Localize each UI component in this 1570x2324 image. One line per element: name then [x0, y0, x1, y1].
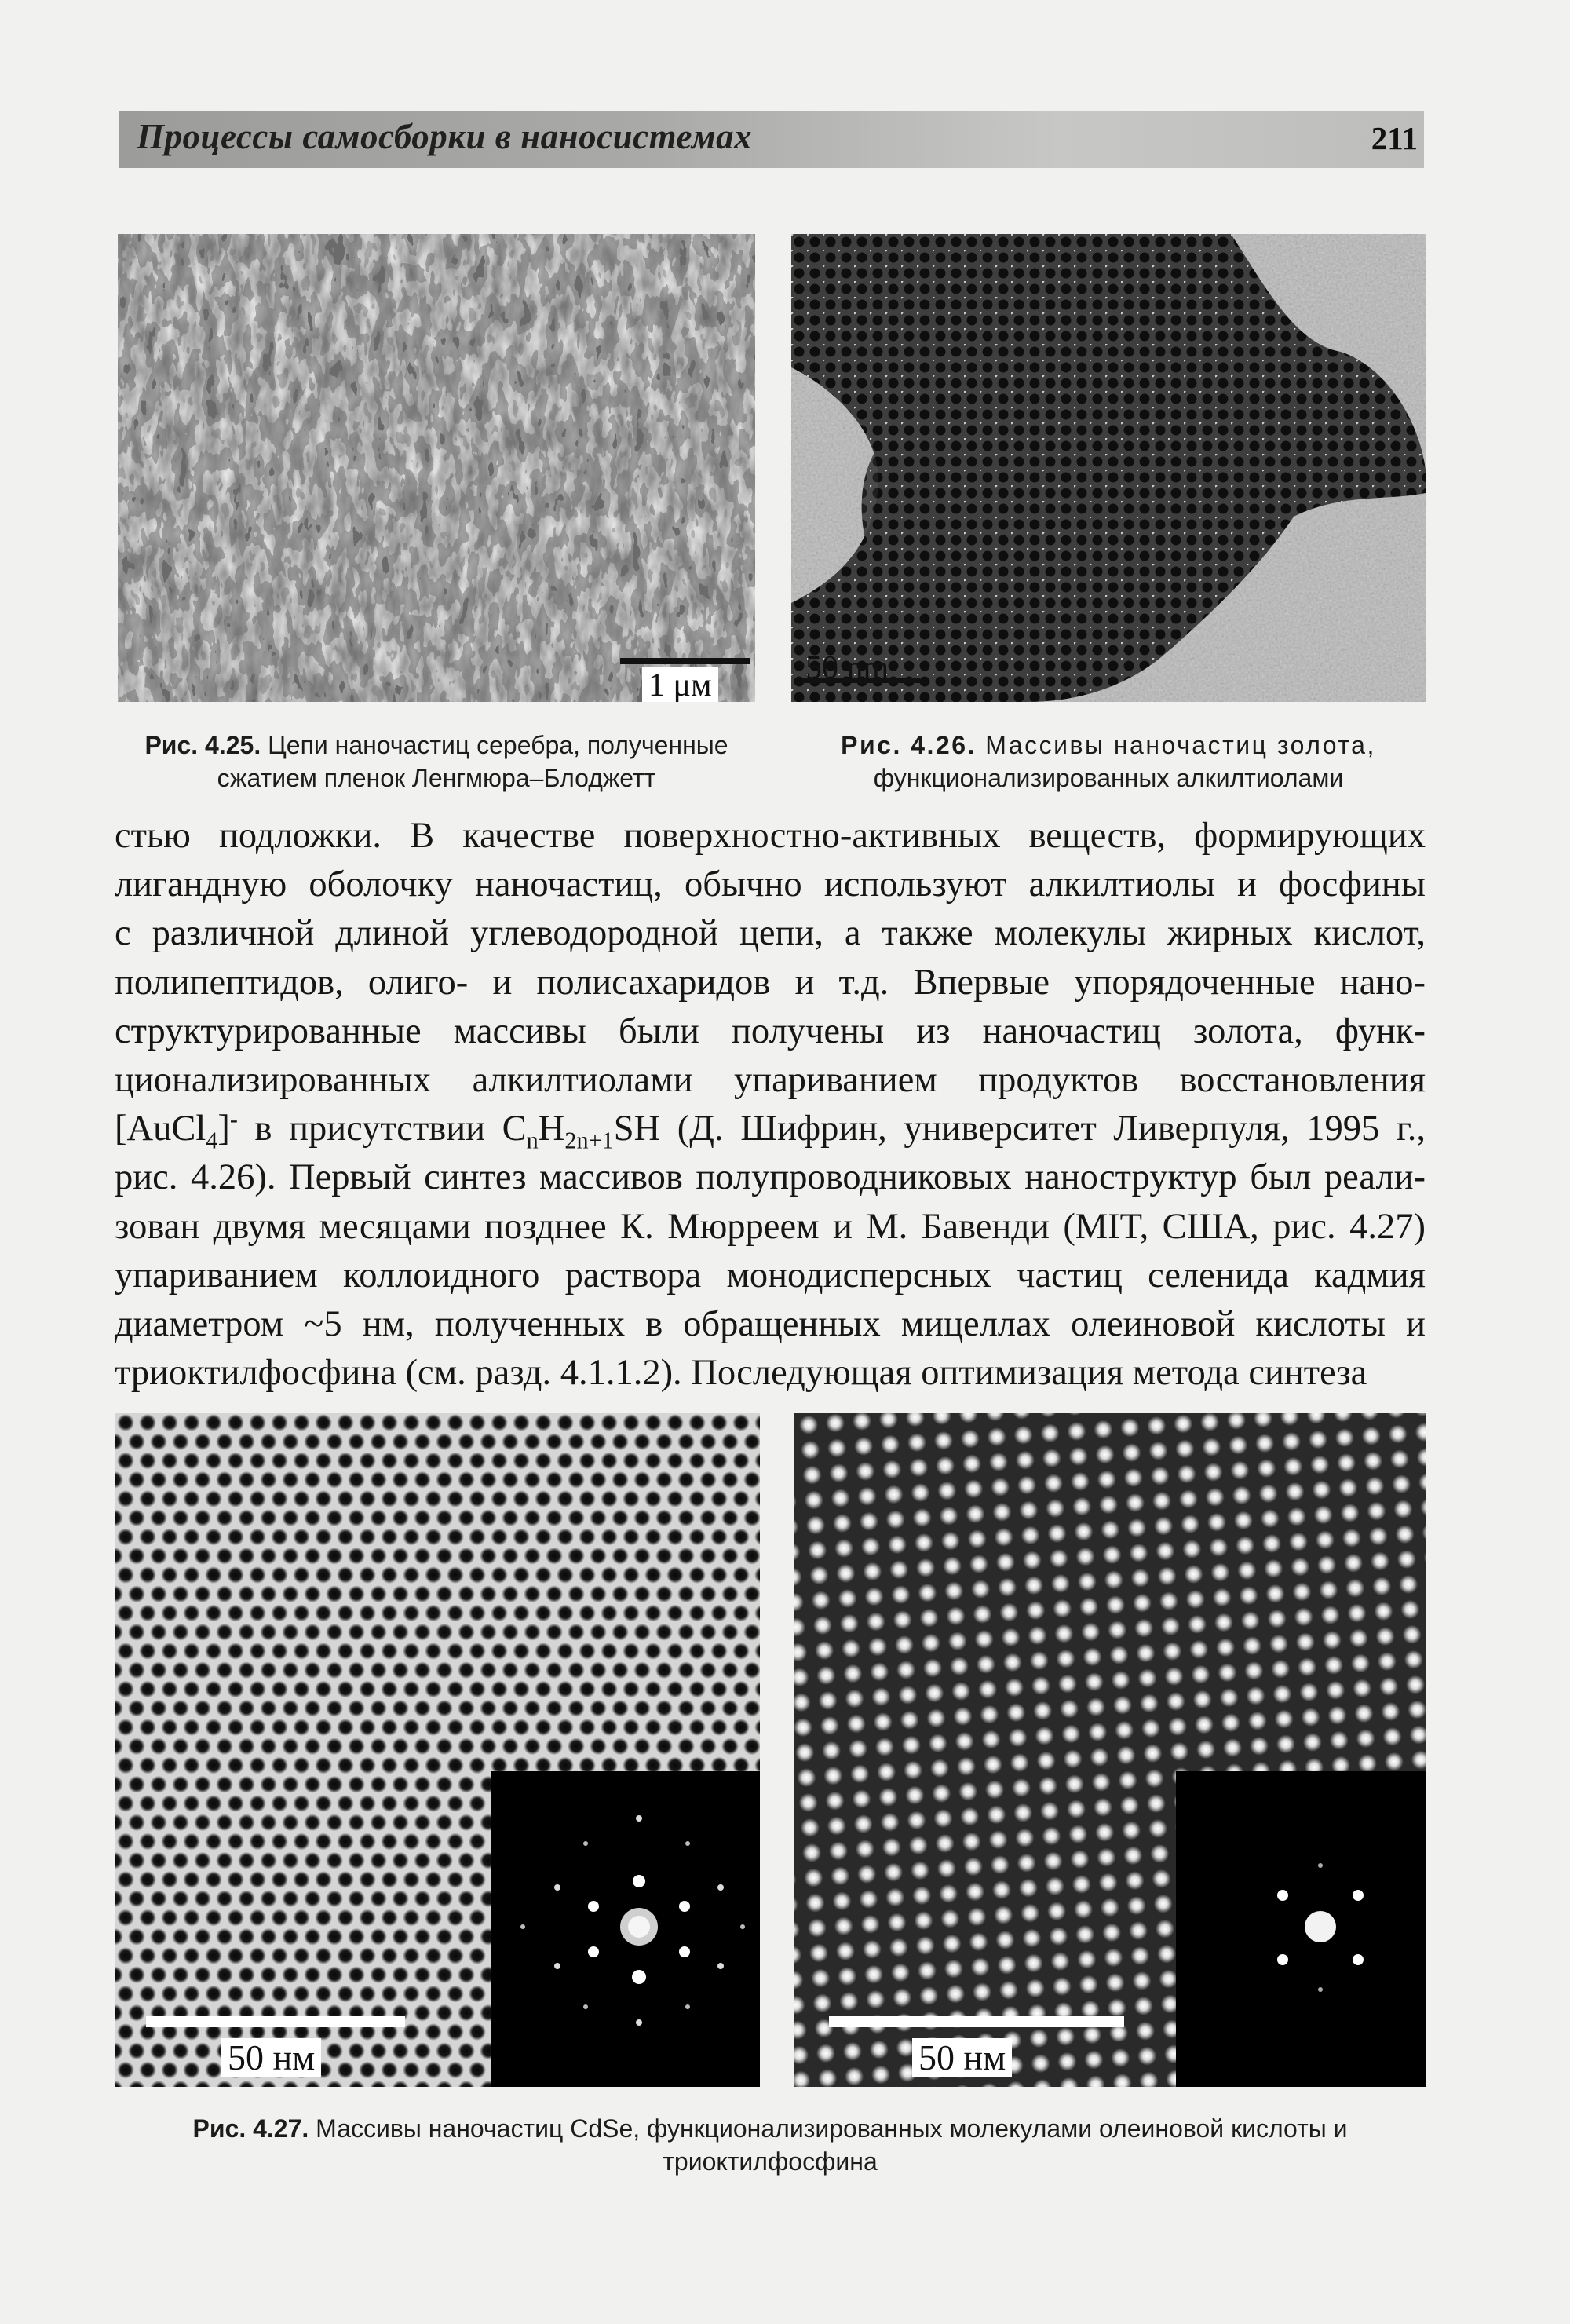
scale-bar-label: 1 μм	[642, 667, 718, 702]
figure-4-27-caption-line2: триоктилфосфина	[663, 2147, 878, 2176]
body-line: структурированные массивы были получены из наночастиц золота, функ-	[115, 1010, 1426, 1051]
body-line: лигандную оболочку наночастиц, обычно используют алкилтиолы и фосфины	[115, 864, 1426, 905]
figure-4-25-caption	[118, 729, 755, 795]
formula-subscript: 4	[206, 1127, 218, 1154]
figure-4-26-image	[791, 234, 1426, 702]
body-line: упариванием коллоидного раствора монодисперсных частиц селенида кадмия	[115, 1255, 1426, 1295]
figure-4-25-label: Рис. 4.25.	[144, 731, 261, 759]
scale-bar-label: 50 нм	[221, 2038, 321, 2077]
body-line: с различной длиной углеводородной цепи, а также молекулы жирных кислот,	[115, 913, 1426, 954]
formula-part: в присутствии C	[237, 1109, 527, 1149]
figure-4-25-image	[118, 234, 755, 702]
formula-part: ]	[217, 1109, 230, 1149]
diffraction-pattern	[491, 1771, 760, 2087]
scale-bar	[146, 2016, 405, 2027]
figure-4-26-caption-line2: функционализированных алкилтиолами	[873, 764, 1344, 792]
figure-4-27-caption-line1: Массивы наночастиц CdSe, функционализированных молекулами олеиновой кислоты и	[316, 2114, 1348, 2143]
figure-4-27-left-image	[115, 1413, 760, 2087]
body-line-formula	[115, 1105, 1426, 1153]
body-line: полипептидов, олиго- и полисахаридов и т.д. Впервые упорядоченные нано-	[115, 962, 1426, 1003]
figure-4-27-right-image	[794, 1413, 1426, 2087]
scale-bar	[620, 658, 750, 664]
figure-4-27-label: Рис. 4.27.	[192, 2114, 309, 2143]
formula-part: H	[538, 1109, 565, 1149]
silver-chains-micrograph	[118, 234, 755, 702]
body-line: стью подложки. В качестве поверхностно-активных веществ, формирующих	[115, 816, 1426, 856]
diffraction-inset	[491, 1771, 760, 2087]
formula-subscript: n	[526, 1127, 539, 1154]
body-line: рис. 4.26). Первый синтез массивов полупроводниковых наноструктур был реали-	[115, 1157, 1426, 1198]
formula-part: SH (Д. Шифрин, университет Ливерпуля, 1995 г.,	[613, 1109, 1426, 1149]
figure-4-26-label: Рис. 4.26.	[841, 731, 977, 759]
body-line: триоктилфосфина (см. разд. 4.1.1.2). Последующая оптимизация метода синтеза	[115, 1353, 1367, 1394]
diffraction-pattern	[1176, 1771, 1426, 2087]
body-line: диаметром ~5 нм, полученных в обращенных мицеллах олеиновой кислоты и	[115, 1304, 1426, 1345]
scale-bar	[829, 2016, 1124, 2027]
body-line: ционализированных алкилтиолами упариванием продуктов восстановления	[115, 1060, 1426, 1101]
diffraction-inset	[1176, 1771, 1426, 2087]
scale-bar-label: 50 нм	[912, 2038, 1012, 2077]
running-header	[119, 111, 1424, 168]
gold-arrays-micrograph	[791, 234, 1426, 702]
figure-4-25-caption-line2: сжатием пленок Ленгмюра–Блоджетт	[217, 764, 656, 792]
running-header-title: Процессы самосборки в наносистемах	[137, 117, 753, 156]
body-text	[115, 812, 1426, 1398]
page-number: 211	[1371, 120, 1418, 156]
figure-4-26-caption	[791, 729, 1426, 795]
figure-4-27-caption	[110, 2112, 1430, 2178]
formula-subscript: 2n+1	[564, 1127, 614, 1154]
body-line: зован двумя месяцами позднее К. Мюрреем и М. Бавенди (MIT, США, рис. 4.27)	[115, 1206, 1426, 1247]
formula-part: [AuCl	[115, 1109, 206, 1149]
figure-4-25-caption-line1: Цепи наночастиц серебра, полученные	[268, 731, 728, 759]
scale-bar-label: 50 nm	[805, 650, 889, 686]
formula-superscript: -	[229, 1105, 238, 1133]
figure-4-26-caption-line1: Массивы наночастиц золота,	[985, 731, 1376, 759]
